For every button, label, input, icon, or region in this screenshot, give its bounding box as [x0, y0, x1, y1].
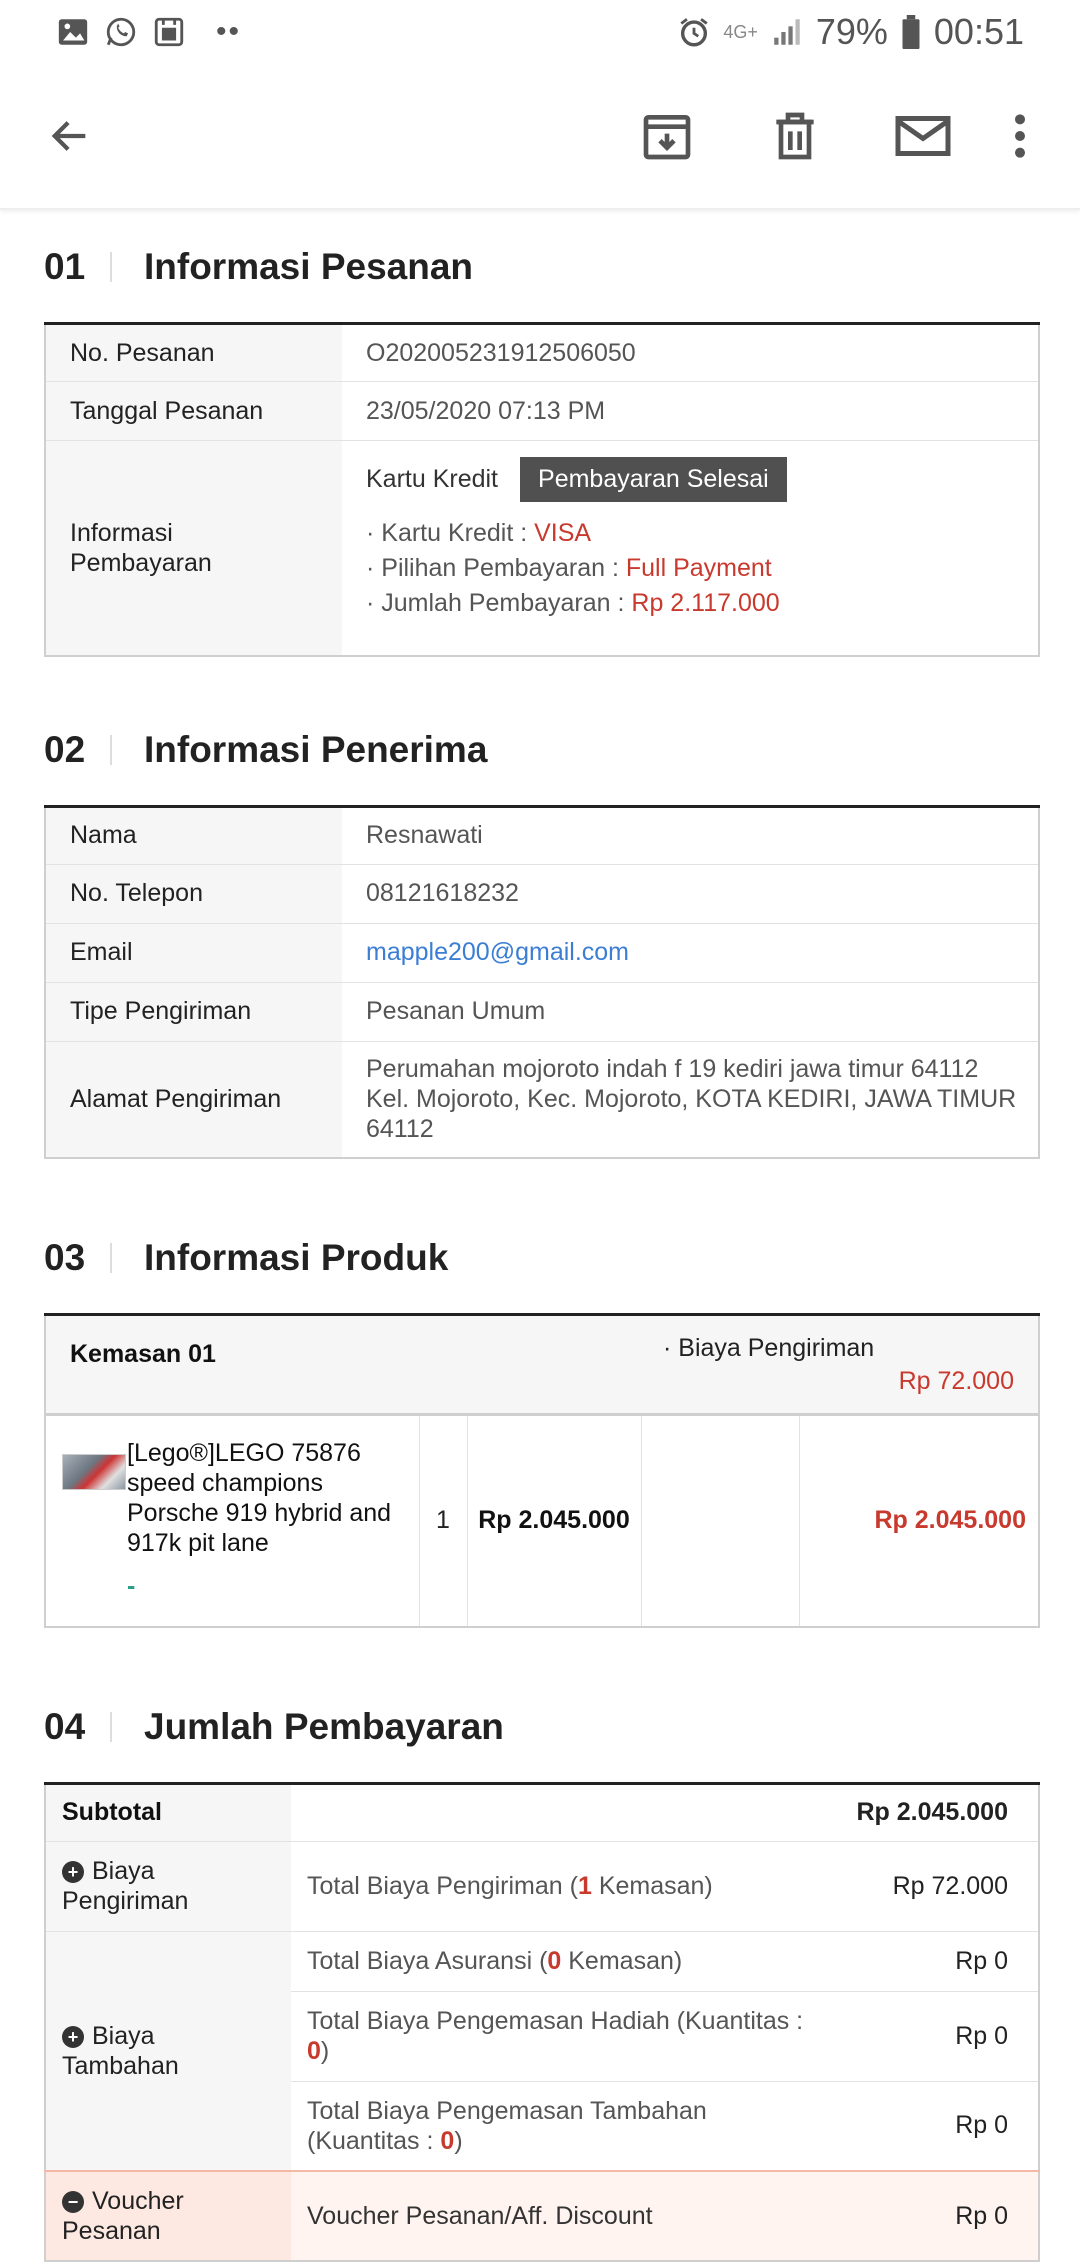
section-header [44, 1223, 1040, 1293]
shipping-value: Rp 72.000 [839, 1841, 1039, 1931]
app-bar [0, 64, 1080, 210]
shipping-address: Perumahan mojoroto indah f 19 kediri jawa timur 64112 Kel. Mojoroto, Kec. Mojoroto, KOTA KEDIRI, JAWA TIMUR 64112 [342, 1041, 1039, 1158]
product-qty: 1 [419, 1415, 467, 1627]
section-header [44, 715, 1040, 785]
more-vert-icon [1010, 111, 1030, 161]
voucher-row [45, 2171, 1039, 2261]
email-cell [342, 923, 1039, 982]
plus-circle-icon: + [62, 1861, 84, 1883]
extra-label: Biaya Tambahan [62, 2022, 179, 2080]
payment-status-badge: Pembayaran Selesai [520, 457, 787, 502]
gift-desc-suffix: ) [321, 2037, 329, 2065]
archive-button[interactable] [634, 103, 700, 169]
amount-label: · Jumlah Pembayaran : [366, 589, 631, 617]
delete-button[interactable] [762, 103, 828, 169]
card-line [366, 516, 1014, 551]
insurance-count: 0 [547, 1947, 561, 1975]
insurance-value: Rp 0 [839, 1931, 1039, 1991]
product-row [45, 1415, 1039, 1627]
amount-line [366, 586, 1014, 621]
voucher-value: Rp 0 [839, 2171, 1039, 2261]
battery-percent: 79% [816, 11, 888, 53]
section-title: Informasi Penerima [144, 729, 487, 771]
divider [110, 252, 112, 282]
voucher-label-cell[interactable] [45, 2171, 291, 2261]
package-shipping [641, 1315, 1039, 1415]
extra-pack-desc-text: Total Biaya Pengemasan Tambahan (Kuantitas : [307, 2097, 707, 2155]
recipient-info-table [44, 805, 1040, 1160]
table-row [45, 1041, 1039, 1158]
card-value: VISA [534, 519, 591, 547]
recipient-email-link[interactable]: mapple200@gmail.com [366, 938, 629, 966]
section-header [44, 232, 1040, 302]
option-line [366, 551, 1014, 586]
subtotal-desc [291, 1783, 839, 1841]
trash-icon [767, 108, 823, 164]
row-label: No. Pesanan [45, 324, 342, 382]
row-label: Alamat Pengiriman [45, 1041, 342, 1158]
row-label: Nama [45, 806, 342, 864]
amount-value: Rp 2.117.000 [631, 589, 779, 617]
gift-value: Rp 0 [839, 1991, 1039, 2081]
back-button[interactable] [40, 106, 100, 166]
section-number: 01 [44, 246, 110, 288]
order-info-table [44, 322, 1040, 657]
shipping-desc-text: Total Biaya Pengiriman ( [307, 1872, 578, 1900]
insurance-desc-suffix: Kemasan) [561, 1947, 682, 1975]
gift-desc [291, 1991, 839, 2081]
whatsapp-icon [104, 15, 138, 49]
signal-icon [770, 15, 804, 49]
insurance-row [45, 1931, 1039, 1991]
product-discount-cell [641, 1415, 799, 1627]
subtotal-value: Rp 2.045.000 [839, 1783, 1039, 1841]
section-header [44, 1692, 1040, 1762]
shipping-desc-suffix: Kemasan) [592, 1872, 713, 1900]
alarm-icon [677, 15, 711, 49]
mail-button[interactable] [890, 103, 956, 169]
product-table [44, 1313, 1040, 1628]
shipping-count: 1 [578, 1872, 592, 1900]
arrow-left-icon [47, 113, 93, 159]
row-label: No. Telepon [45, 864, 342, 923]
table-row [45, 864, 1039, 923]
voucher-label: Voucher Pesanan [62, 2187, 184, 2245]
table-row [45, 806, 1039, 864]
gift-count: 0 [307, 2037, 321, 2065]
package-shipping-label: · Biaya Pengiriman [641, 1334, 1014, 1363]
section-title: Informasi Produk [144, 1237, 448, 1279]
extra-label-cell[interactable] [45, 1931, 291, 2171]
table-row [45, 324, 1039, 382]
row-label [45, 441, 342, 656]
payment-summary-table [44, 1782, 1040, 2262]
package-title: Kemasan 01 [70, 1340, 216, 1368]
divider [110, 1712, 112, 1742]
order-date: 23/05/2020 07:13 PM [342, 382, 1039, 441]
table-row [45, 982, 1039, 1041]
package-label [45, 1315, 641, 1415]
voucher-desc: Voucher Pesanan/Aff. Discount [291, 2171, 839, 2261]
extra-pack-desc [291, 2081, 839, 2171]
row-label: Tipe Pengiriman [45, 982, 342, 1041]
mail-icon [893, 106, 953, 166]
extra-pack-desc-suffix: ) [454, 2127, 462, 2155]
shipping-desc [291, 1841, 839, 1931]
gift-desc-text: Total Biaya Pengemasan Hadiah (Kuantitas : [307, 2007, 803, 2035]
divider [110, 1243, 112, 1273]
shipping-row [45, 1841, 1039, 1931]
payment-method: Kartu Kredit [366, 465, 498, 494]
recipient-phone: 08121618232 [342, 864, 1039, 923]
store-icon [152, 15, 186, 49]
product-info-cell [127, 1415, 419, 1627]
product-option: - [127, 1572, 405, 1601]
table-row [45, 441, 1039, 656]
payment-info [342, 441, 1039, 656]
product-price: Rp 2.045.000 [467, 1415, 641, 1627]
option-value: Full Payment [626, 554, 772, 582]
row-label: Tanggal Pesanan [45, 382, 342, 441]
shipping-type: Pesanan Umum [342, 982, 1039, 1041]
subtotal-row [45, 1783, 1039, 1841]
order-number: O202005231912506050 [342, 324, 1039, 382]
more-options-button[interactable] [1000, 103, 1040, 169]
table-row [45, 923, 1039, 982]
row-label: Email [45, 923, 342, 982]
option-label: · Pilihan Pembayaran : [366, 554, 626, 582]
product-thumb-cell [45, 1415, 127, 1627]
package-shipping-value: Rp 72.000 [641, 1367, 1014, 1396]
extra-pack-count: 0 [440, 2127, 454, 2155]
insurance-desc [291, 1931, 839, 1991]
section-number: 02 [44, 729, 110, 771]
product-total: Rp 2.045.000 [799, 1415, 1039, 1627]
product-name[interactable]: [Lego®]LEGO 75876 speed champions Porsche 919 hybrid and 917k pit lane [127, 1438, 405, 1558]
archive-icon [639, 108, 695, 164]
network-type: 4G+ [723, 23, 758, 41]
battery-icon [900, 15, 922, 49]
shipping-label: Biaya Pengiriman [62, 1857, 188, 1915]
shipping-label-cell[interactable] [45, 1841, 291, 1931]
table-row [45, 382, 1039, 441]
section-title: Jumlah Pembayaran [144, 1706, 504, 1748]
insurance-desc-text: Total Biaya Asuransi ( [307, 1947, 547, 1975]
clock: 00:51 [934, 11, 1024, 53]
minus-circle-icon: − [62, 2191, 84, 2213]
plus-circle-icon: + [62, 2026, 84, 2048]
section-number: 04 [44, 1706, 110, 1748]
section-number: 03 [44, 1237, 110, 1279]
recipient-name: Resnawati [342, 806, 1039, 864]
divider [110, 735, 112, 765]
image-icon [56, 15, 90, 49]
package-header-row [45, 1315, 1039, 1415]
subtotal-label: Subtotal [45, 1783, 291, 1841]
product-thumbnail[interactable] [62, 1454, 126, 1490]
notification-dots: •• [216, 15, 241, 49]
extra-pack-value: Rp 0 [839, 2081, 1039, 2171]
payment-info-label: Informasi Pembayaran [70, 518, 240, 578]
card-label: · Kartu Kredit : [366, 519, 534, 547]
status-bar [0, 0, 1080, 64]
email-content [44, 210, 1040, 2262]
section-title: Informasi Pesanan [144, 246, 473, 288]
